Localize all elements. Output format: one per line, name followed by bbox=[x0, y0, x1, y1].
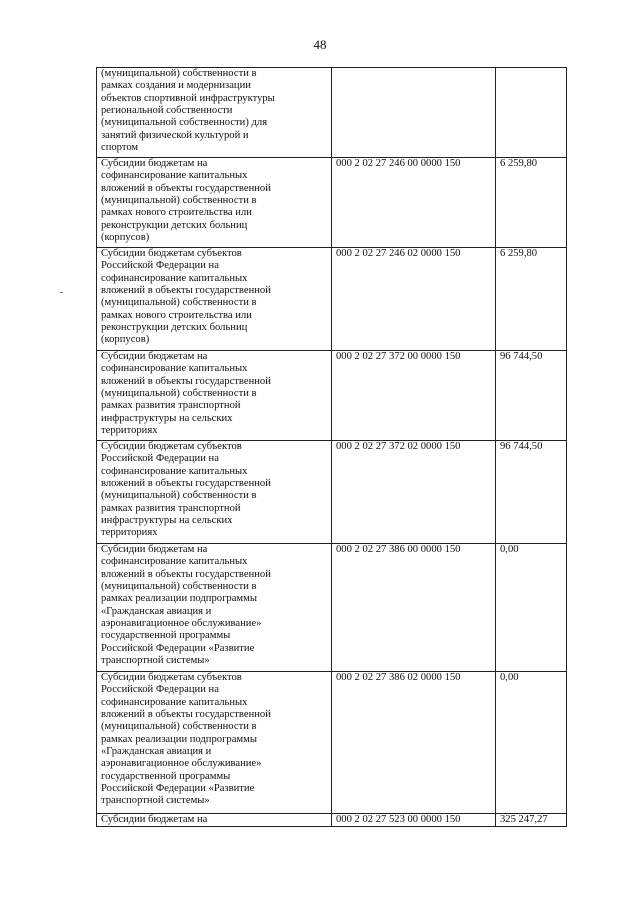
scan-mark bbox=[60, 292, 63, 293]
table-row bbox=[97, 158, 567, 248]
budget-table bbox=[96, 67, 567, 827]
row-description: Субсидии бюджетам субъектов Российской Федерации на софинансирование капитальных вложений в объекты государственной (муниципальной) собственности в рамках развития транспортной инфраструктуры на сельских территориях bbox=[97, 441, 332, 544]
row-amount bbox=[496, 68, 567, 158]
table-row bbox=[97, 441, 567, 544]
row-amount: 96 744,50 bbox=[496, 441, 567, 544]
row-description: Субсидии бюджетам субъектов Российской Федерации на софинансирование капитальных вложений в объекты государственной (муниципальной) собственности в рамках нового строительства или реконструкции детских больниц (корпусов) bbox=[97, 248, 332, 351]
table-row bbox=[97, 814, 567, 827]
table-row bbox=[97, 68, 567, 158]
row-code: 000 2 02 27 246 02 0000 150 bbox=[332, 248, 496, 351]
row-amount: 0,00 bbox=[496, 672, 567, 814]
row-description: (муниципальной) собственности в рамках создания и модернизации объектов спортивной инфраструктуры региональной собственности (муниципальной собственности) для занятий физической культурой и спортом bbox=[97, 68, 332, 158]
row-code: 000 2 02 27 246 00 0000 150 bbox=[332, 158, 496, 248]
table-row bbox=[97, 248, 567, 351]
page-number: 48 bbox=[313, 37, 327, 52]
row-code: 000 2 02 27 372 00 0000 150 bbox=[332, 351, 496, 441]
row-description: Субсидии бюджетам на софинансирование капитальных вложений в объекты государственной (муниципальной) собственности в рамках развития транспортной инфраструктуры на сельских территориях bbox=[97, 351, 332, 441]
row-code: 000 2 02 27 386 00 0000 150 bbox=[332, 544, 496, 672]
row-description: Субсидии бюджетам на софинансирование капитальных вложений в объекты государственной (муниципальной) собственности в рамках нового строительства или реконструкции детских больниц (корпусов) bbox=[97, 158, 332, 248]
row-amount: 0,00 bbox=[496, 544, 567, 672]
row-code: 000 2 02 27 372 02 0000 150 bbox=[332, 441, 496, 544]
row-amount: 6 259,80 bbox=[496, 158, 567, 248]
row-amount: 325 247,27 bbox=[496, 814, 567, 827]
row-amount: 6 259,80 bbox=[496, 248, 567, 351]
row-code bbox=[332, 68, 496, 158]
table-row bbox=[97, 672, 567, 814]
table-row bbox=[97, 544, 567, 672]
row-description: Субсидии бюджетам на bbox=[97, 814, 332, 827]
row-description: Субсидии бюджетам субъектов Российской Федерации на софинансирование капитальных вложений в объекты государственной (муниципальной) собственности в рамках реализации подпрограммы «Гражданская авиация и аэронавигационное обслуживание» государственной программы Российской Федерации «Развитие транспортной системы» bbox=[97, 672, 332, 814]
row-code: 000 2 02 27 386 02 0000 150 bbox=[332, 672, 496, 814]
table-row bbox=[97, 351, 567, 441]
row-code: 000 2 02 27 523 00 0000 150 bbox=[332, 814, 496, 827]
row-description: Субсидии бюджетам на софинансирование капитальных вложений в объекты государственной (муниципальной) собственности в рамках реализации подпрограммы «Гражданская авиация и аэронавигационное обслуживание» государственной программы Российской Федерации «Развитие транспортной системы» bbox=[97, 544, 332, 672]
row-amount: 96 744,50 bbox=[496, 351, 567, 441]
